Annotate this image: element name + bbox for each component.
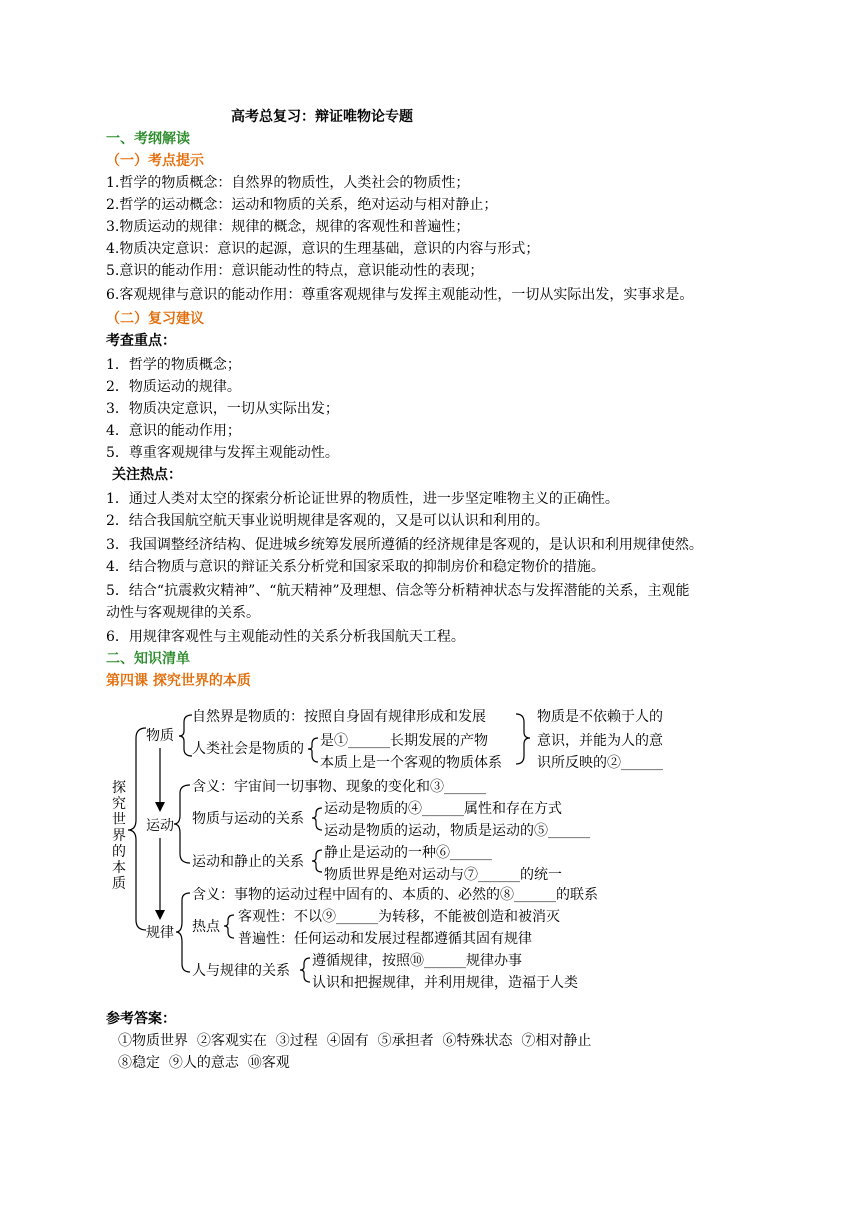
root-brace bbox=[128, 728, 146, 930]
motion-rest-relation: 运动和静止的关系 bbox=[192, 854, 304, 870]
society-essence: 本质上是一个客观的物质体系 bbox=[320, 755, 502, 771]
section-heading-knowledge: 二、知识清单 bbox=[106, 651, 190, 667]
matter-definition-3: 识所反映的②______ bbox=[537, 755, 663, 771]
subheading-key-points: （一）考点提示 bbox=[106, 153, 204, 169]
section-heading-syllabus: 一、考纲解读 bbox=[106, 131, 190, 147]
society-brace bbox=[308, 738, 318, 762]
wuzhi-nature: 自然界是物质的：按照自身固有规律形成和发展 bbox=[192, 709, 486, 725]
matter-definition-2: 意识，并能为人的意 bbox=[537, 733, 663, 749]
focus-item: 5．尊重客观规律与发挥主观能动性。 bbox=[106, 445, 339, 461]
hot-item-continued: 动性与客观规律的关系。 bbox=[106, 605, 260, 621]
focus-item: 3．物质决定意识，一切从实际出发； bbox=[106, 401, 339, 417]
yundong-brace bbox=[174, 785, 190, 863]
matter-motion-a: 运动是物质的④______属性和存在方式 bbox=[324, 801, 562, 817]
hot-item: 1．通过人类对太空的探索分析论证世界的物质性，进一步坚定唯物主义的正确性。 bbox=[106, 491, 619, 507]
point-item: 3.物质运动的规律：规律的概念，规律的客观性和普遍性； bbox=[106, 219, 470, 235]
point-item: 2.哲学的运动概念：运动和物质的关系，绝对运动与相对静止； bbox=[106, 197, 498, 213]
motion-rest-b: 物质世界是绝对运动与⑦______的统一 bbox=[324, 867, 562, 883]
point-item: 6.客观规律与意识的能动作用：尊重客观规律与发挥主观能动性，一切从实际出发，实事求是。 bbox=[106, 287, 694, 303]
hot-item: 2．结合我国航空航天事业说明规律是客观的，又是可以认识和利用的。 bbox=[106, 513, 549, 529]
law-meaning: 含义：事物的运动过程中固有的、本质的、必然的⑧______的联系 bbox=[192, 887, 598, 903]
law-universality: 普遍性：任何运动和发展过程都遵循其固有规律 bbox=[238, 931, 532, 947]
people-law-b: 认识和把握规律，并利用规律，造福于人类 bbox=[312, 975, 578, 991]
law-objectivity: 客观性：不以⑨______为转移，不能被创造和被消灭 bbox=[238, 909, 560, 925]
point-item: 1.哲学的物质概念：自然界的物质性，人类社会的物质性； bbox=[106, 175, 470, 191]
node-guilv: 规律 bbox=[146, 925, 174, 941]
hot-item: 6．用规律客观性与主观能动性的关系分析我国航天工程。 bbox=[106, 629, 465, 645]
lesson-title: 第四课 探究世界的本质 bbox=[106, 673, 251, 689]
wuzhi-right-brace bbox=[516, 714, 530, 764]
people-law-relation: 人与规律的关系 bbox=[192, 963, 290, 979]
hot-item: 3．我国调整经济结构、促进城乡统筹发展所遵循的经济规律是客观的，是认识和利用规律使然。 bbox=[106, 537, 703, 553]
focus-item: 1．哲学的物质概念； bbox=[106, 357, 241, 373]
law-hotspot: 热点 bbox=[192, 919, 220, 935]
matter-motion-brace bbox=[312, 808, 322, 830]
matter-motion-relation: 物质与运动的关系 bbox=[192, 811, 304, 827]
node-wuzhi: 物质 bbox=[146, 728, 174, 744]
arrow-head-1 bbox=[155, 802, 165, 812]
focus-item: 2．物质运动的规律。 bbox=[106, 379, 241, 395]
hotspot-brace bbox=[224, 915, 234, 938]
people-law-brace bbox=[300, 958, 310, 982]
hot-item: 4．结合物质与意识的辩证关系分析党和国家采取的抑制房价和稳定物价的措施。 bbox=[106, 559, 605, 575]
node-yundong: 运动 bbox=[146, 818, 174, 834]
point-item: 5.意识的能动作用：意识能动性的特点，意识能动性的表现； bbox=[106, 263, 484, 279]
matter-motion-b: 运动是物质的运动，物质是运动的⑤______ bbox=[324, 823, 590, 839]
focus-item: 4．意识的能动作用； bbox=[106, 423, 241, 439]
page-title: 高考总复习：辩证唯物论专题 bbox=[231, 109, 413, 125]
root-label: 探究世界的本质 bbox=[112, 780, 126, 892]
wuzhi-society: 人类社会是物质的 bbox=[192, 741, 304, 757]
hot-label: 关注热点： bbox=[112, 467, 182, 483]
society-product: 是①______长期发展的产物 bbox=[320, 733, 488, 749]
motion-rest-a: 静止是运动的一种⑥______ bbox=[324, 845, 492, 861]
motion-rest-brace bbox=[312, 850, 322, 872]
answers-line-2: ⑧稳定 ⑨人的意志 ⑩客观 bbox=[118, 1055, 290, 1071]
wuzhi-brace bbox=[179, 715, 192, 756]
guilv-brace bbox=[176, 893, 190, 972]
arrow-head-2 bbox=[155, 910, 165, 920]
hot-item: 5．结合“抗震救灾精神”、“航天精神”及理想、信念等分析精神状态与发挥潜能的关系，主观能 bbox=[106, 583, 690, 599]
people-law-a: 遵循规律，按照⑩______规律办事 bbox=[312, 953, 522, 969]
subheading-review-advice: （二）复习建议 bbox=[106, 311, 204, 327]
answers-line-1: ①物质世界 ②客观实在 ③过程 ④固有 ⑤承担者 ⑥特殊状态 ⑦相对静止 bbox=[118, 1033, 592, 1049]
focus-label: 考查重点： bbox=[106, 333, 176, 349]
point-item: 4.物质决定意识：意识的起源，意识的生理基础，意识的内容与形式； bbox=[106, 241, 540, 257]
motion-meaning: 含义：宇宙间一切事物、现象的变化和③______ bbox=[192, 779, 486, 795]
answers-label: 参考答案： bbox=[106, 1011, 176, 1027]
matter-definition-1: 物质是不依赖于人的 bbox=[537, 709, 663, 725]
